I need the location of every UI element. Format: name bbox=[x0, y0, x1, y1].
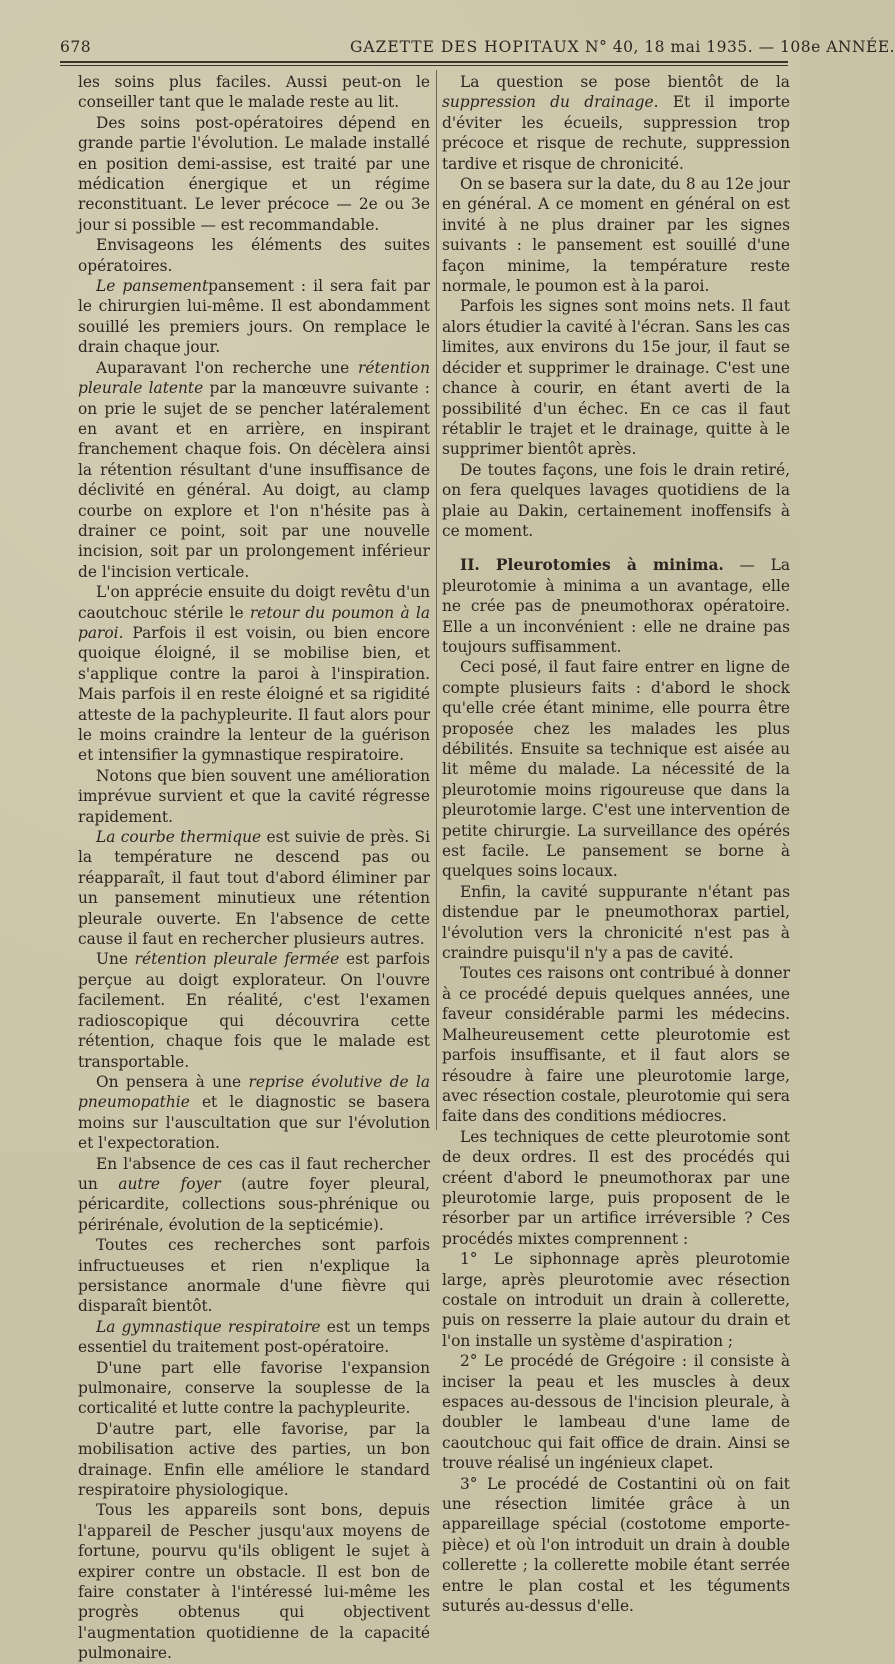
paragraph-text: L'on apprécie ensuite du doigt revêtu d'un caoutchouc stérile le bbox=[78, 583, 430, 622]
paragraph-text: pansement : il sera fait par le chirurgien lui-même. Il est abondamment souillé les premiers jours. On remplace le drain chaque jour. bbox=[78, 277, 430, 357]
paragraph-text: — La pleurotomie à minima a un avantage, elle ne crée pas de pneumothorax opératoire. Elle a un inconvénient : elle ne draine pas toujours suffisamment. bbox=[442, 556, 791, 656]
italic-term: Le bbox=[96, 277, 116, 296]
paragraph: Toutes ces raisons ont contribué à donner à ce procédé depuis quelques années, une faveur considérable parmi les médecins. Malheureusement cette pleurotomie est parfois insuffisante, et il faut alors se résoudre à faire une pleurotomie large, avec résection costale, pleurotomie qui sera faite dans des conditions médiocres. bbox=[442, 964, 790, 1126]
italic-term: La courbe thermique bbox=[96, 828, 262, 847]
section-paragraph bbox=[442, 555, 790, 657]
italic-term: suppression du drainage bbox=[442, 93, 654, 112]
paragraph: Envisageons les éléments des suites opératoires. bbox=[78, 236, 430, 275]
paragraph-text: Auparavant l'on recherche une bbox=[96, 358, 359, 377]
column-divider bbox=[436, 70, 437, 1130]
paragraph-text: La question se pose bientôt de la bbox=[460, 73, 790, 91]
paragraph bbox=[78, 276, 430, 358]
paragraph bbox=[78, 949, 430, 1071]
italic-term: La gymnastique respiratoire bbox=[96, 1317, 321, 1336]
paragraph bbox=[78, 1154, 430, 1236]
paragraph: Parfois les signes sont moins nets. Il faut alors étudier la cavité à l'écran. Sans les cas limites, aux environs du 15e jour, il faut se décider et supprimer le drainage. C'est une chance à courir, en étant averti de la possibilité d'un échec. En ce cas il faut rétablir le trajet et le drainage, quitte à le supprimer bientôt après. bbox=[442, 297, 790, 459]
paragraph-text: est un temps essentiel du traitement post-opératoire. bbox=[78, 1317, 430, 1357]
italic-term: rétention pleurale latente bbox=[78, 358, 430, 398]
paragraph-text: est parfois perçue au doigt explorateur. On l'ouvre facilement. En réalité, c'est l'examen radioscopique qui découvrira cette rétention, chaque fois que le malade est transportable. bbox=[78, 950, 430, 1071]
left-column bbox=[78, 72, 430, 1664]
paragraph: Notons que bien souvent une amélioration imprévue survient et que la cavité régresse rapidement. bbox=[78, 766, 430, 826]
paragraph bbox=[78, 827, 430, 949]
paragraph: les soins plus faciles. Aussi peut-on le conseiller tant que le malade reste au lit. bbox=[78, 73, 430, 112]
paragraph bbox=[442, 72, 790, 174]
paragraph bbox=[78, 358, 430, 582]
paragraph-text: et le diagnostic se basera moins sur l'auscultation que sur l'évolution et l'expectoration. bbox=[78, 1093, 430, 1153]
paragraph: On se basera sur la date, du 8 au 12e jour en général. A ce moment en général on est invité à ne plus drainer par les signes suivants : le pansement est souillé d'une façon minime, la température reste normale, le poumon est à la paroi. bbox=[442, 175, 790, 296]
issue-info: N° 40, 18 mai 1935. — 108e ANNÉE. bbox=[585, 38, 895, 56]
paragraph-text: (autre foyer pleural, péricardite, collections sous-phrénique ou périrénale, évolution de la septicémie). bbox=[78, 1174, 431, 1234]
paragraph: Ceci posé, il faut faire entrer en ligne de compte plusieurs faits : d'abord le shock qu'elle crée étant minime, elle pourra être proposée chez les malades les plus débilités. Ensuite sa technique est aisée au lit même du malade. La nécessité de la pleurotomie moins rigoureuse que dans la pleurotomie large. C'est une intervention de petite chirurgie. La surveillance des opérés est facile. Le pansement se borne à quelques soins locaux. bbox=[442, 658, 790, 881]
italic-term: retour du poumon à la paroi bbox=[78, 603, 430, 642]
paragraph-text: Une bbox=[96, 950, 135, 969]
paragraph: D'autre part, elle favorise, par la mobilisation active des parties, un bon drainage. Enfin elle améliore le standard respiratoire physiologique. bbox=[78, 1419, 430, 1500]
paragraph-text: On pensera à une bbox=[96, 1072, 249, 1091]
paragraph bbox=[78, 582, 430, 766]
paragraph-text: par la manœuvre suivante : on prie le sujet de se pencher latéralement en avant et en arrière, en inspirant franchement chaque fois. On décèlera ainsi la rétention résultant d'une insuffisance de déclivité en général. Au doigt, au clamp courbe on explore et l'on n'hésite pas à drainer ce point, soit par une nouvelle incision, soit par un prolongement inférieur de l'incision verticale. bbox=[78, 379, 430, 581]
page-number: 678 bbox=[60, 38, 92, 56]
page-header bbox=[60, 36, 895, 58]
right-column bbox=[442, 72, 790, 1616]
list-item: 3° Le procédé de Costantini où on fait une résection limitée grâce à un appareillage spécial (costotome emporte-pièce) et où l'on introduit un drain à double collerette ; la collerette mobile étant serrée entre le plan costal et les téguments suturés au-dessus d'elle. bbox=[442, 1474, 790, 1616]
italic-term: pansement bbox=[122, 277, 209, 296]
paragraph-text: . Et il importe d'éviter les écueils, suppression trop précoce et risque de rechute, suppression tardive et risque de chronicité. bbox=[442, 93, 790, 173]
paragraph: D'une part elle favorise l'expansion pulmonaire, conserve la souplesse de la corticalité et lutte contre la pachypleurite. bbox=[78, 1358, 430, 1418]
italic-term: autre foyer bbox=[118, 1174, 221, 1193]
italic-term: reprise évolutive de la pneumopathie bbox=[78, 1072, 430, 1112]
paragraph: Toutes ces recherches sont parfois infructueuses et rien n'explique la persistance anormale d'une fièvre qui disparaît bientôt. bbox=[78, 1236, 430, 1316]
header-rule bbox=[60, 61, 788, 66]
paragraph bbox=[78, 1072, 430, 1154]
list-item: 2° Le procédé de Grégoire : il consiste à inciser la peau et les muscles à deux espaces au-dessous de l'incision pleurale, à doubler le lambeau d'une lame de caoutchouc qui fait office de drain. Ainsi se trouve réalisé un ingénieux clapet. bbox=[442, 1352, 790, 1473]
paragraph-text: En l'absence de ces cas il faut rechercher un bbox=[78, 1154, 430, 1193]
paragraph: Des soins post-opératoires dépend en grande partie l'évolution. Le malade installé en position demi-assise, est traité par une médication énergique et un régime reconstituant. Le lever précoce — 2e ou 3e jour si possible — est recommandable. bbox=[78, 113, 430, 234]
paragraph bbox=[78, 1317, 430, 1358]
italic-term: rétention pleurale fermée bbox=[134, 950, 340, 969]
paragraph: Les techniques de cette pleurotomie sont de deux ordres. Il est des procédés qui créent d'abord le pneumothorax par une pleurotomie large, puis proposent de le résorber par un artifice irréversible ? Ces procédés mixtes comprennent : bbox=[442, 1127, 790, 1248]
list-item: 1° Le siphonnage après pleurotomie large, après pleurotomie avec résection costale on introduit un drain à collerette, puis on resserre la plaie autour du drain et l'on installe un système d'aspiration ; bbox=[442, 1250, 790, 1350]
paragraph-text: est suivie de près. Si la température ne descend pas ou réapparaît, il faut tout d'abord éliminer par un pansement minutieux une rétention pleurale ouverte. En l'absence de cette cause il faut en rechercher plusieurs autres. bbox=[78, 828, 430, 949]
paragraph: Tous les appareils sont bons, depuis l'appareil de Pescher jusqu'aux moyens de fortune, pourvu qu'ils obligent le sujet à expirer contre un obstacle. Il est bon de faire constater à l'intéressé lui-même les progrès obtenus qui objectivent l'augmentation quotidienne de la capacité pulmonaire. bbox=[78, 1501, 430, 1663]
paragraph-text: . Parfois il est voisin, ou bien encore quoique éloigné, il se mobilise bien, et s'applique contre la paroi à l'inspiration. Mais parfois il en reste éloigné et sa rigidité atteste de la pachypleurite. Il faut alors pour le moins craindre la lenteur de la guérison et intensifier la gymnastique respiratoire. bbox=[78, 623, 430, 765]
paragraph: Enfin, la cavité suppurante n'étant pas distendue par le pneumothorax partiel, l'évolution vers la chronicité n'est pas à craindre puisqu'il n'y a pas de cavité. bbox=[442, 882, 790, 963]
journal-title: GAZETTE DES HOPITAUX bbox=[350, 38, 580, 56]
paragraph: De toutes façons, une fois le drain retiré, on fera quelques lavages quotidiens de la plaie au Dakin, certainement inoffensifs à ce moment. bbox=[442, 460, 790, 540]
section-heading: II. Pleurotomies à minima. bbox=[460, 556, 724, 575]
